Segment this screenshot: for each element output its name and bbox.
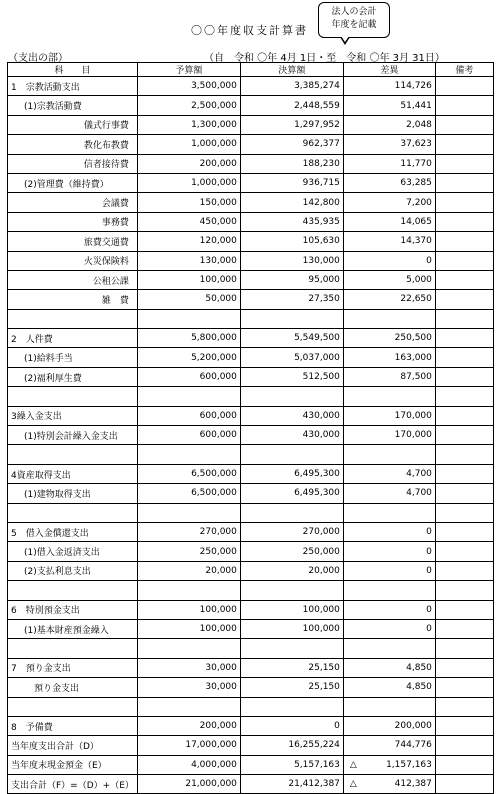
row-actual: 270,000 (240, 522, 343, 541)
header-remarks: 備考 (435, 63, 493, 77)
table-row (8, 115, 494, 134)
row-difference (343, 503, 435, 522)
row-remarks (435, 600, 493, 619)
difference-value: 37,623 (400, 139, 432, 150)
row-actual: 3,385,274 (240, 77, 343, 96)
table-row (8, 212, 494, 231)
row-difference (343, 464, 435, 483)
difference-value: 4,850 (406, 682, 432, 693)
header-account: 科 目 (8, 63, 138, 77)
difference-value: 114,726 (394, 81, 432, 92)
difference-value: 412,387 (394, 779, 432, 790)
row-remarks (435, 639, 493, 658)
row-difference (343, 212, 435, 231)
row-remarks (435, 542, 493, 561)
row-account: (1)特別会計繰入金支出 (8, 426, 138, 445)
row-budget: 30,000 (137, 658, 240, 677)
row-account: 1 宗教活動支出 (8, 77, 138, 96)
row-remarks (435, 678, 493, 697)
difference-value: 200,000 (394, 721, 432, 732)
row-budget: 270,000 (137, 522, 240, 541)
table-row (8, 193, 494, 212)
row-account: 預り金支出 (8, 678, 138, 697)
difference-value: 22,650 (400, 294, 432, 305)
table-row (8, 173, 494, 192)
row-budget: 50,000 (137, 290, 240, 309)
table-row (8, 154, 494, 173)
row-remarks (435, 658, 493, 677)
row-budget: 3,500,000 (137, 77, 240, 96)
row-difference (343, 542, 435, 561)
row-actual (240, 503, 343, 522)
table-row (8, 503, 494, 522)
row-budget: 100,000 (137, 619, 240, 638)
row-difference (343, 329, 435, 348)
row-account: 4資産取得支出 (8, 464, 138, 483)
row-budget: 6,500,000 (137, 484, 240, 503)
row-budget: 30,000 (137, 678, 240, 697)
row-remarks (435, 290, 493, 309)
row-difference (343, 309, 435, 328)
row-difference (343, 290, 435, 309)
row-difference (343, 600, 435, 619)
row-actual: 27,350 (240, 290, 343, 309)
row-budget (137, 503, 240, 522)
row-remarks (435, 212, 493, 231)
row-account (8, 697, 138, 716)
row-remarks (435, 96, 493, 115)
difference-value: 0 (426, 565, 432, 576)
row-difference (343, 639, 435, 658)
row-account: 6 特別預金支出 (8, 600, 138, 619)
row-budget: 120,000 (137, 232, 240, 251)
row-difference (343, 173, 435, 192)
row-actual: 2,448,559 (240, 96, 343, 115)
row-difference (343, 77, 435, 96)
row-budget: 600,000 (137, 426, 240, 445)
row-remarks (435, 173, 493, 192)
row-budget: 4,000,000 (137, 755, 240, 774)
row-actual: 16,255,224 (240, 736, 343, 755)
row-remarks (435, 77, 493, 96)
row-difference (343, 406, 435, 425)
difference-value: 14,065 (400, 216, 432, 227)
difference-value: 0 (426, 604, 432, 615)
row-budget: 1,000,000 (137, 173, 240, 192)
row-actual: 936,715 (240, 173, 343, 192)
row-remarks (435, 154, 493, 173)
table-row (8, 309, 494, 328)
row-actual: 142,800 (240, 193, 343, 212)
row-remarks (435, 309, 493, 328)
table-row (8, 290, 494, 309)
row-actual: 20,000 (240, 561, 343, 580)
row-budget: 5,800,000 (137, 329, 240, 348)
row-budget (137, 697, 240, 716)
row-account (8, 387, 138, 406)
table-row (8, 329, 494, 348)
annotation-callout (318, 2, 390, 38)
row-remarks (435, 581, 493, 600)
difference-value: 250,500 (394, 333, 432, 344)
row-account (8, 581, 138, 600)
table-row (8, 542, 494, 561)
row-actual: 100,000 (240, 600, 343, 619)
row-actual: 1,297,952 (240, 115, 343, 134)
row-remarks (435, 697, 493, 716)
table-row (8, 678, 494, 697)
row-actual: 95,000 (240, 270, 343, 289)
difference-value: 170,000 (394, 410, 432, 421)
row-account: 火災保険料 (8, 251, 138, 270)
table-row (8, 658, 494, 677)
row-difference (343, 387, 435, 406)
difference-value: 11,770 (400, 158, 432, 169)
row-budget: 150,000 (137, 193, 240, 212)
row-account: (2)管理費（維持費） (8, 173, 138, 192)
row-actual: 430,000 (240, 406, 343, 425)
row-budget: 200,000 (137, 154, 240, 173)
row-budget: 1,300,000 (137, 115, 240, 134)
row-actual (240, 581, 343, 600)
header-budget: 予算額 (137, 63, 240, 77)
expenditure-table (7, 62, 494, 794)
row-difference (343, 193, 435, 212)
row-difference (343, 522, 435, 541)
row-difference (343, 135, 435, 154)
row-actual: 435,935 (240, 212, 343, 231)
row-difference (343, 658, 435, 677)
row-actual (240, 309, 343, 328)
row-remarks (435, 193, 493, 212)
row-actual: 0 (240, 716, 343, 735)
row-account: 7 預り金支出 (8, 658, 138, 677)
table-row (8, 619, 494, 638)
difference-value: 14,370 (400, 236, 432, 247)
row-account: 3繰入金支出 (8, 406, 138, 425)
header-difference: 差異 (343, 63, 435, 77)
row-difference (343, 348, 435, 367)
table-row (8, 251, 494, 270)
row-account: 儀式行事費 (8, 115, 138, 134)
row-actual: 5,549,500 (240, 329, 343, 348)
row-difference (343, 367, 435, 386)
row-actual: 5,157,163 (240, 755, 343, 774)
row-account: (1)建物取得支出 (8, 484, 138, 503)
row-difference (343, 426, 435, 445)
row-budget: 6,500,000 (137, 464, 240, 483)
row-budget: 450,000 (137, 212, 240, 231)
row-account: 当年度支出合計（D） (8, 736, 138, 755)
table-row (8, 406, 494, 425)
table-body (8, 77, 494, 794)
table-row (8, 600, 494, 619)
row-account: 教化布教費 (8, 135, 138, 154)
row-actual: 25,150 (240, 678, 343, 697)
difference-value: 1,157,163 (386, 759, 432, 770)
row-account: 5 借入金償還支出 (8, 522, 138, 541)
difference-value: 0 (426, 624, 432, 635)
row-remarks (435, 387, 493, 406)
row-difference (343, 678, 435, 697)
table-row (8, 135, 494, 154)
row-difference (343, 445, 435, 464)
row-account: 事務費 (8, 212, 138, 231)
row-actual: 430,000 (240, 426, 343, 445)
row-difference (343, 561, 435, 580)
row-budget: 200,000 (137, 716, 240, 735)
row-account: (1)給料手当 (8, 348, 138, 367)
row-actual: 130,000 (240, 251, 343, 270)
row-difference (343, 115, 435, 134)
row-remarks (435, 367, 493, 386)
table-row (8, 522, 494, 541)
row-budget: 130,000 (137, 251, 240, 270)
row-budget: 1,000,000 (137, 135, 240, 154)
row-remarks (435, 755, 493, 774)
row-budget: 17,000,000 (137, 736, 240, 755)
row-actual: 21,412,387 (240, 775, 343, 794)
row-actual: 512,500 (240, 367, 343, 386)
row-budget: 21,000,000 (137, 775, 240, 794)
row-account: 信者接待費 (8, 154, 138, 173)
row-remarks (435, 445, 493, 464)
section-label: （支出の部） (8, 53, 68, 64)
row-actual: 6,495,300 (240, 484, 343, 503)
row-actual (240, 697, 343, 716)
row-remarks (435, 270, 493, 289)
table-row (8, 561, 494, 580)
row-account: (1)基本財産預金繰入 (8, 619, 138, 638)
row-remarks (435, 716, 493, 735)
row-budget (137, 309, 240, 328)
row-account: (2)支払利息支出 (8, 561, 138, 580)
row-actual: 962,377 (240, 135, 343, 154)
row-actual (240, 387, 343, 406)
table-row (8, 716, 494, 735)
row-difference (343, 270, 435, 289)
row-account: 支出合計（F）=（D）+（E） (8, 775, 138, 794)
row-budget: 250,000 (137, 542, 240, 561)
row-actual: 105,630 (240, 232, 343, 251)
row-remarks (435, 775, 493, 794)
row-account: 会議費 (8, 193, 138, 212)
difference-value: 0 (426, 255, 432, 266)
row-account: 公租公課 (8, 270, 138, 289)
page-title: 〇〇年度収支計算書 (191, 24, 308, 37)
row-difference (343, 619, 435, 638)
callout-pointer-fill (341, 36, 349, 42)
row-remarks (435, 135, 493, 154)
difference-value: 2,048 (406, 119, 432, 130)
row-budget (137, 387, 240, 406)
row-actual: 188,230 (240, 154, 343, 173)
row-account: 2 人件費 (8, 329, 138, 348)
row-account (8, 639, 138, 658)
row-budget: 20,000 (137, 561, 240, 580)
row-actual: 100,000 (240, 619, 343, 638)
row-remarks (435, 406, 493, 425)
difference-value: 744,776 (394, 740, 432, 751)
table-row (8, 348, 494, 367)
table-row (8, 484, 494, 503)
callout-line-2: 年度を記載 (331, 20, 377, 30)
difference-value: 4,700 (406, 469, 432, 479)
row-account: 8 予備費 (8, 716, 138, 735)
row-difference (343, 716, 435, 735)
row-account: (1)宗教活動費 (8, 96, 138, 115)
row-account: 旅費交通費 (8, 232, 138, 251)
table-row (8, 270, 494, 289)
row-remarks (435, 503, 493, 522)
table-row (8, 464, 494, 483)
row-difference (343, 755, 435, 774)
table-row (8, 775, 494, 794)
row-account (8, 503, 138, 522)
row-actual (240, 445, 343, 464)
row-difference (343, 251, 435, 270)
row-account: 雑 費 (8, 290, 138, 309)
table-row (8, 755, 494, 774)
row-difference (343, 96, 435, 115)
row-difference (343, 775, 435, 794)
difference-value: 163,000 (394, 352, 432, 363)
difference-value: 170,000 (394, 430, 432, 441)
table-row (8, 77, 494, 96)
negative-mark: △ (349, 759, 357, 770)
row-actual: 25,150 (240, 658, 343, 677)
row-budget: 100,000 (137, 600, 240, 619)
table-row (8, 232, 494, 251)
difference-value: 4,850 (406, 662, 432, 673)
row-actual: 250,000 (240, 542, 343, 561)
table-header-row (8, 63, 494, 77)
header-actual: 決算額 (240, 63, 343, 77)
callout-line-1: 法人の会計 (331, 7, 377, 17)
row-remarks (435, 348, 493, 367)
row-budget (137, 639, 240, 658)
negative-mark: △ (349, 779, 357, 790)
fiscal-period: （自 令和 〇年 4月 1日・至 令和 〇年 3月 31日） (204, 53, 445, 64)
row-budget (137, 445, 240, 464)
row-difference (343, 581, 435, 600)
table-row (8, 426, 494, 445)
row-remarks (435, 329, 493, 348)
row-difference (343, 154, 435, 173)
row-budget (137, 581, 240, 600)
row-remarks (435, 619, 493, 638)
row-account: (1)借入金返済支出 (8, 542, 138, 561)
row-difference (343, 232, 435, 251)
table-row (8, 736, 494, 755)
row-actual (240, 639, 343, 658)
row-budget: 600,000 (137, 367, 240, 386)
row-remarks (435, 522, 493, 541)
row-budget: 2,500,000 (137, 96, 240, 115)
row-budget: 5,200,000 (137, 348, 240, 367)
difference-value: 63,285 (400, 178, 432, 189)
row-actual: 6,495,300 (240, 464, 343, 483)
row-difference (343, 697, 435, 716)
row-budget: 600,000 (137, 406, 240, 425)
row-account (8, 445, 138, 464)
row-actual: 5,037,000 (240, 348, 343, 367)
row-account: (2)福利厚生費 (8, 367, 138, 386)
row-remarks (435, 464, 493, 483)
row-remarks (435, 561, 493, 580)
row-difference (343, 736, 435, 755)
table-row (8, 581, 494, 600)
difference-value: 0 (426, 527, 432, 538)
difference-value: 0 (426, 546, 432, 557)
row-budget: 100,000 (137, 270, 240, 289)
row-remarks (435, 251, 493, 270)
row-remarks (435, 115, 493, 134)
row-remarks (435, 232, 493, 251)
row-difference (343, 484, 435, 503)
table-row (8, 387, 494, 406)
table-row (8, 445, 494, 464)
row-account: 当年度末現金預金（E） (8, 755, 138, 774)
difference-value: 5,000 (406, 275, 432, 286)
difference-value: 7,200 (406, 197, 432, 208)
difference-value: 4,700 (406, 488, 432, 499)
row-remarks (435, 484, 493, 503)
row-remarks (435, 426, 493, 445)
table-row (8, 367, 494, 386)
table-row (8, 697, 494, 716)
table-row (8, 96, 494, 115)
row-account (8, 309, 138, 328)
difference-value: 51,441 (400, 100, 432, 111)
difference-value: 87,500 (400, 372, 432, 383)
row-remarks (435, 736, 493, 755)
table-row (8, 639, 494, 658)
